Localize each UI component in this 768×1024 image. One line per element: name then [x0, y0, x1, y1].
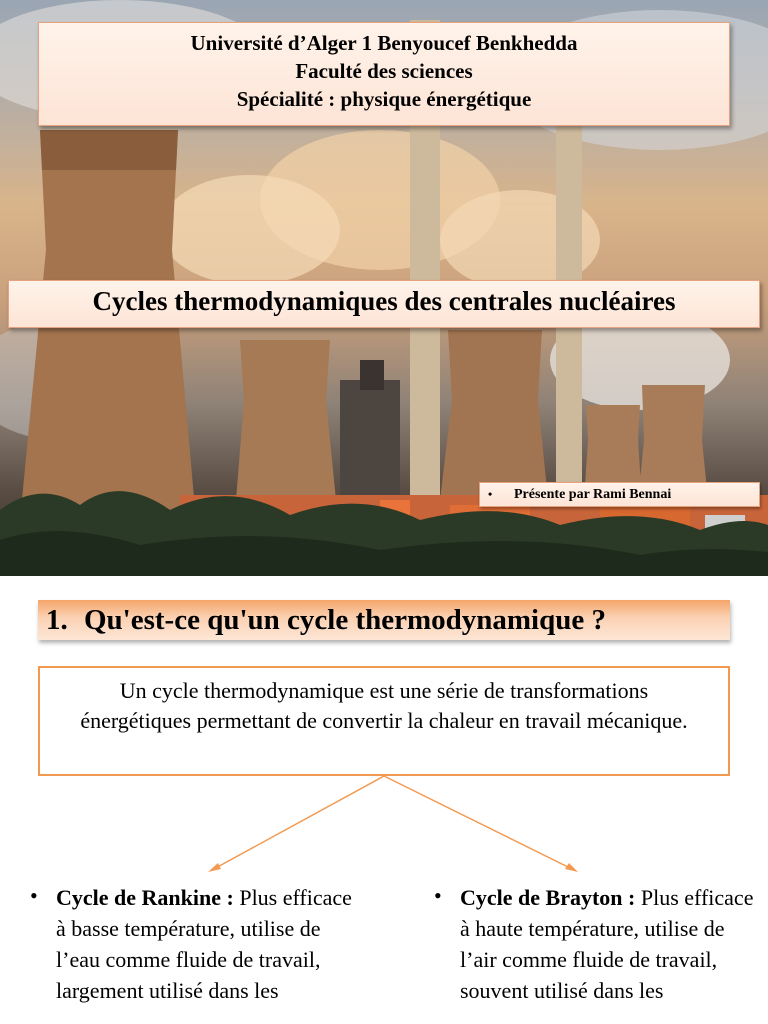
arrow-left	[212, 776, 384, 870]
branch-arrows	[0, 772, 768, 882]
section-heading	[38, 600, 730, 640]
definition-box	[38, 666, 730, 776]
rankine-term: Cycle de Rankine :	[56, 885, 234, 910]
brayton-term: Cycle de Brayton :	[460, 885, 636, 910]
faculty-name: Faculté des sciences	[295, 59, 473, 83]
presentation-title: Cycles thermodynamiques des centrales nucléaires	[92, 286, 676, 316]
bullet-icon: •	[30, 883, 38, 908]
author-name: Présente par Rami Bennai	[514, 487, 672, 502]
author-box	[479, 482, 760, 507]
content-slide	[0, 576, 768, 1024]
arrow-right	[384, 776, 574, 870]
brayton-description: Plus efficace à haute température, utilise de l’air comme fluide de travail, souvent utilisé dans les	[460, 885, 754, 1003]
specialty-name: Spécialité : physique énergétique	[236, 87, 532, 111]
brayton-item	[434, 882, 764, 1006]
bullet-icon: •	[434, 883, 442, 908]
university-header-box	[38, 22, 730, 126]
arrow-right-head-icon	[565, 863, 578, 872]
rankine-item	[30, 882, 360, 1006]
section-number: 1.	[46, 604, 68, 636]
section-heading-text: Qu'est-ce qu'un cycle thermodynamique ?	[84, 604, 606, 636]
university-name: Université d’Alger 1 Benyoucef Benkhedda	[190, 31, 578, 55]
presentation-title-box	[8, 280, 760, 328]
arrow-left-head-icon	[208, 863, 221, 872]
bullet-icon: •	[488, 487, 493, 501]
definition-text: Un cycle thermodynamique est une série de transformations énergétiques permettant de convertir la chaleur en travail mécanique.	[80, 678, 688, 733]
rankine-description: Plus efficace à basse température, utilise de l’eau comme fluide de travail, largement utilisé dans les	[56, 885, 352, 1003]
